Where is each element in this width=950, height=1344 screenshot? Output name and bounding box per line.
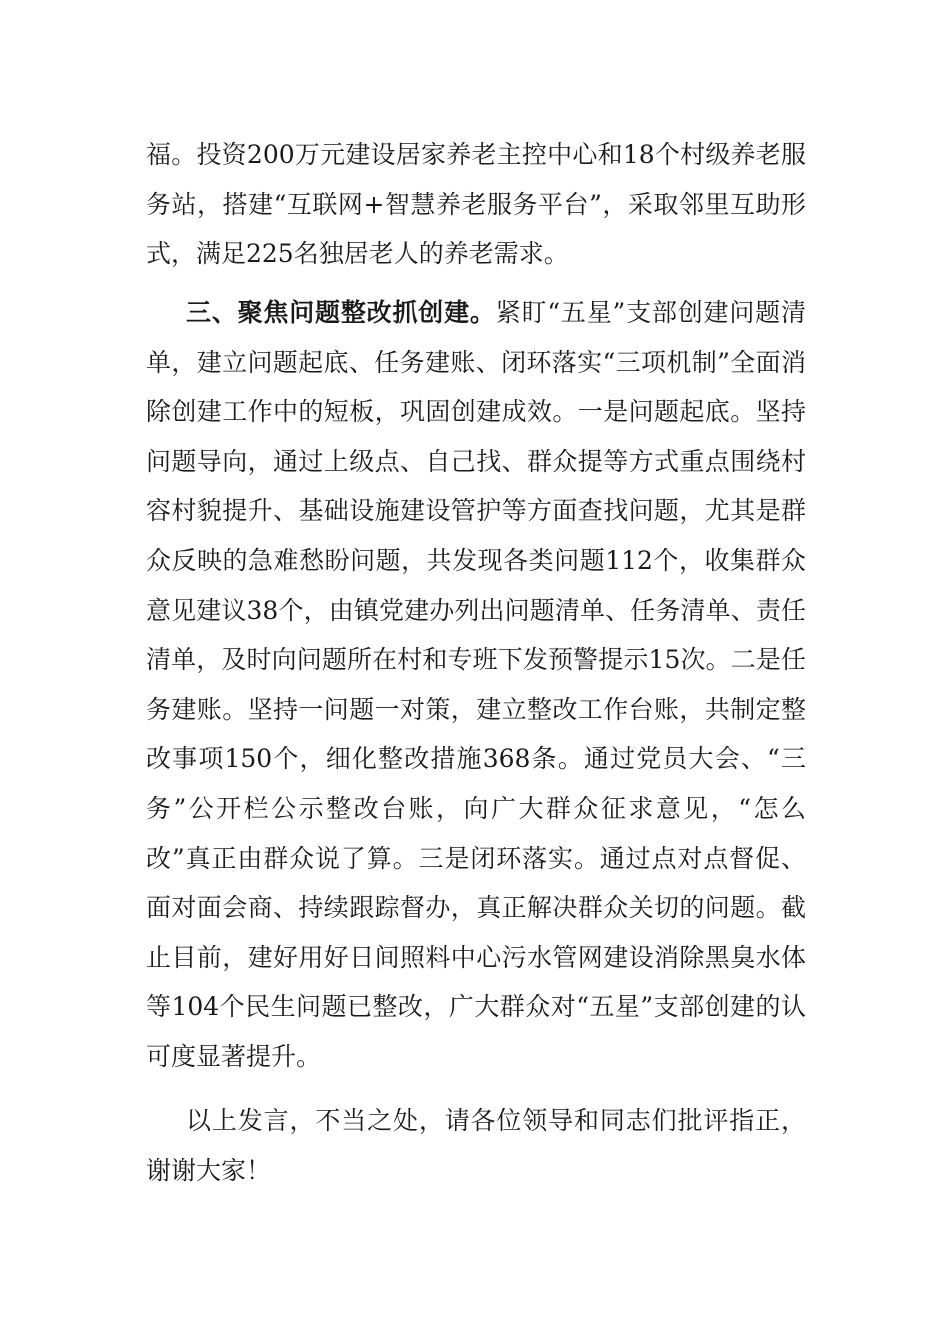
paragraph-2 bbox=[146, 288, 806, 1082]
paragraph-1-text: 福。投资200万元建设居家养老主控中心和18个村级养老服务站，搭建“互联网+智慧养老服务平台”，采取邻里互助形式，满足225名独居老人的养老需求。 bbox=[146, 140, 806, 269]
paragraph-2-text: 紧盯“五星”支部创建问题清单，建立问题起底、任务建账、闭环落实“三项机制”全面消除创建工作中的短板，巩固创建成效。一是问题起底。坚持问题导向，通过上级点、自己找、群众提等方式重点围绕村容村貌提升、基础设施建设管护等方面查找问题，尤其是群众反映的急难愁盼问题，共发现各类问题112个，收集群众意见建议38个，由镇党建办列出问题清单、任务清单、责任清单，及时向问题所在村和专班下发预警提示15次。二是任务建账。坚持一问题一对策，建立整改工作台账，共制定整改事项150个，细化整改措施368条。通过党员大会、“三务”公开栏公示整改台账，向广大群众征求意见，“怎么改”真正由群众说了算。三是闭环落实。通过点对点督促、面对面会商、持续跟踪督办，真正解决群众关切的问题。截止目前，建好用好日间照料中心污水管网建设消除黑臭水体等104个民生问题已整改，广大群众对“五星”支部创建的认可度显著提升。 bbox=[146, 298, 806, 1071]
paragraph-1 bbox=[146, 130, 806, 279]
section-heading: 三、聚焦问题整改抓创建。 bbox=[186, 298, 496, 327]
closing-paragraph bbox=[146, 1096, 806, 1195]
closing-text: 以上发言，不当之处，请各位领导和同志们批评指正，谢谢大家！ bbox=[146, 1106, 806, 1185]
